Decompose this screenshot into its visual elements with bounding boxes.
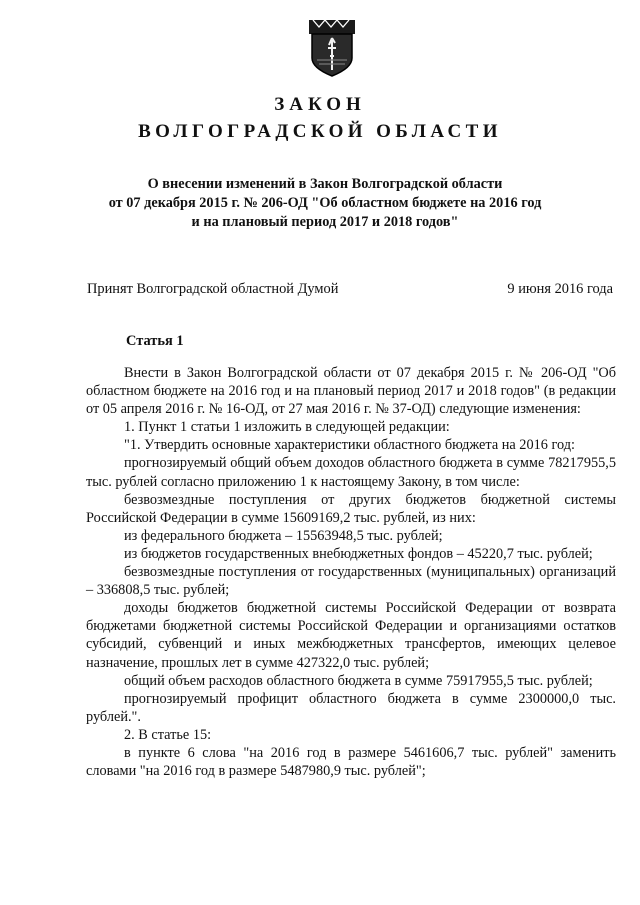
article-heading: Статья 1 <box>126 333 184 349</box>
paragraph: "1. Утвердить основные характеристики областного бюджета на 2016 год: <box>124 437 575 454</box>
subject-line: О внесении изменений в Закон Волгоградской области <box>147 176 503 192</box>
law-title: ЗАКОН <box>274 94 366 115</box>
paragraph: в пункте 6 слова "на 2016 год в размере 5461606,7 тыс. рублей" заменить словами "на 2016 год в размере 5487980,9 тыс. рублей"; <box>86 744 616 780</box>
article-body <box>86 364 616 780</box>
paragraph: 1. Пункт 1 статьи 1 изложить в следующей редакции: <box>124 419 450 436</box>
subject-line: и на плановый период 2017 и 2018 годов" <box>191 214 459 230</box>
paragraph: 2. В статье 15: <box>124 726 212 743</box>
paragraph: доходы бюджетов бюджетной системы Российской Федерации от возврата бюджетами бюджетной системы Российской Федерации и организациями остатков субсидий, субвенций и иных межбюджетных трансфертов, имеющих целевое назначение, прошлых лет в сумме 427322,0 тыс. рублей; <box>86 600 616 671</box>
subject-line: от 07 декабря 2015 г. № 206-ОД "Об областном бюджете на 2016 год <box>108 195 542 211</box>
adoption-statement: Принят Волгоградской областной Думой <box>87 281 339 297</box>
paragraph: из федерального бюджета – 15563948,5 тыс. рублей; <box>124 527 443 544</box>
paragraph: безвозмездные поступления от других бюджетов бюджетной системы Российской Федерации в сумме 15609169,2 тыс. рублей, из них: <box>86 491 616 526</box>
coat-of-arms-emblem <box>307 18 357 80</box>
adoption-date: 9 июня 2016 года <box>507 281 613 297</box>
region-title: ВОЛГОГРАДСКОЙ ОБЛАСТИ <box>138 121 502 142</box>
paragraph: безвозмездные поступления от государственных (муниципальных) организаций – 336808,5 тыс. рублей; <box>86 564 616 599</box>
paragraph: прогнозируемый профицит областного бюджета в сумме 2300000,0 тыс. рублей.". <box>86 690 616 725</box>
paragraph: Внести в Закон Волгоградской области от 07 декабря 2015 г. № 206-ОД "Об областном бюджете на 2016 год и на плановый период 2017 и 2018 годов" (в редакции от 05 апреля 2016 г. № 16-ОД, от 27 мая 2016 г. № 37-ОД) следующие изменения: <box>86 365 616 418</box>
paragraph: прогнозируемый общий объем доходов областного бюджета в сумме 78217955,5 тыс. рублей согласно приложению 1 к настоящему Закону, в том числе: <box>86 455 616 490</box>
paragraph: общий объем расходов областного бюджета в сумме 75917955,5 тыс. рублей; <box>124 672 593 689</box>
law-subject <box>60 175 590 232</box>
paragraph: из бюджетов государственных внебюджетных фондов – 45220,7 тыс. рублей; <box>124 545 593 562</box>
